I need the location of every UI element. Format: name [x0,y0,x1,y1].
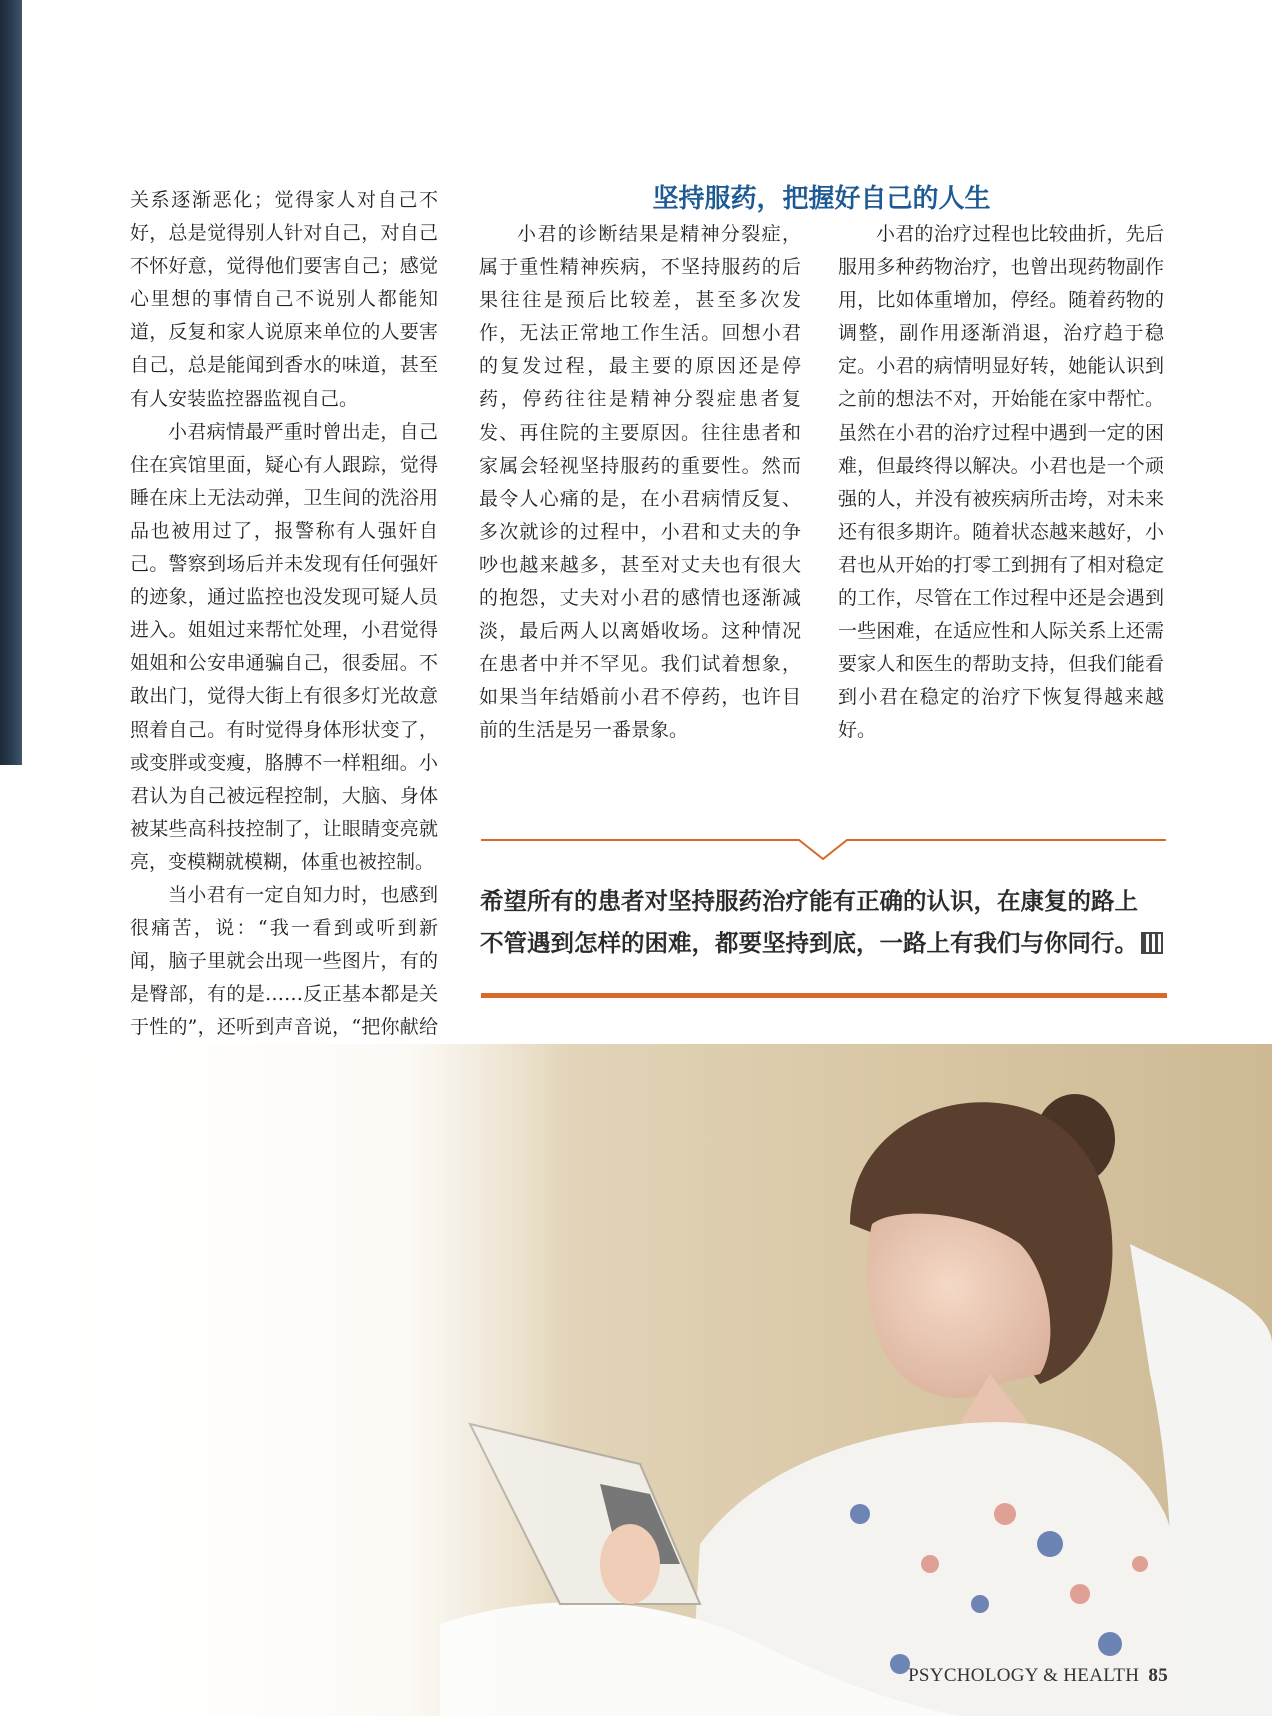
magazine-name: PSYCHOLOGY & HEALTH [908,1665,1140,1686]
page-footer [908,1665,1168,1687]
middle-paragraph-1: 小君的诊断结果是精神分裂症，属于重性精神疾病，不坚持服药的后果往往是预后比较差，甚至多次发作，无法正常地工作生活。回想小君的复发过程，最主要的原因还是停药，停药往往是精神分裂症患者复发、再住院的主要原因。往往患者和家属会轻视坚持服药的重要性。然而最令人心痛的是，在小君病情反复、多次就诊的过程中，小君和丈夫的争吵也越来越多，甚至对丈夫也有很大的抱怨，丈夫对小君的感情也逐渐减淡，最后两人以离婚收场。这种情况在患者中并不罕见。我们试着想象，如果当年结婚前小君不停药，也许目前的生活是另一番景象。 [479,223,801,742]
page-number: 85 [1148,1665,1168,1686]
left-edge-strip [0,0,22,765]
section-title: 坚持服药，把握好自己的人生 [652,184,991,214]
left-paragraph-3: 当小君有一定自知力时，也感到很痛苦，说：“我一看到或听到新闻，脑子里就会出现一些图片，有的是臀部，有的是……反正基本都是关于性的”，还听到声音说，“把你献给 [130,883,438,1039]
end-mark-icon [1141,932,1163,954]
chevron-divider [481,835,1166,865]
middle-column [479,218,801,748]
woman-reading-photo [0,1044,1272,1716]
right-column [838,218,1164,748]
left-paragraph-2: 小君病情最严重时曾出走，自己住在宾馆里面，疑心有人跟踪，觉得睡在床上无法动弹，卫生间的洗浴用品也被用过了，报警称有人强奸自己。警察到场后并未发现有任何强奸的迹象，通过监控也没发现可疑人员进入。姐姐过来帮忙处理，小君觉得姐姐和公安串通骗自己，很委屈。不敢出门，觉得大街上有很多灯光故意照着自己。有时觉得身体形状变了，或变胖或变瘦，胳膊不一样粗细。小君认为自己被远程控制，大脑、身体被某些高科技控制了，让眼睛变亮就亮，变模糊就模糊，体重也被控制。 [130,420,438,873]
orange-divider [481,993,1167,998]
pull-quote-line-1: 希望所有的患者对坚持服药治疗能有正确的认识，在康复的路上 [480,887,1138,915]
right-paragraph-1: 小君的治疗过程也比较曲折，先后服用多种药物治疗，也曾出现药物副作用，比如体重增加，停经。随着药物的调整，副作用逐渐消退，治疗趋于稳定。小君的病情明显好转，她能认识到之前的想法不对，开始能在家中帮忙。虽然在小君的治疗过程中遇到一定的困难，但最终得以解决。小君也是一个顽强的人，并没有被疾病所击垮，对未来还有很多期许。随着状态越来越好，小君也从开始的打零工到拥有了相对稳定的工作，尽管在工作过程中还是会遇到一些困难，在适应性和人际关系上还需要家人和医生的帮助支持，但我们能看到小君在稳定的治疗下恢复得越来越好。 [838,223,1164,742]
left-paragraph-1: 关系逐渐恶化；觉得家人对自己不好，总是觉得别人针对自己，对自己不怀好意，觉得他们要害自己；感觉心里想的事情自己不说别人都能知道，反复和家人说原来单位的人要害自己，总是能闻到香水的味道，甚至有人安装监控器监视自己。 [130,189,438,410]
pull-quote [480,880,1180,964]
pull-quote-line-2: 不管遇到怎样的困难，都要坚持到底，一路上有我们与你同行。 [480,929,1138,957]
